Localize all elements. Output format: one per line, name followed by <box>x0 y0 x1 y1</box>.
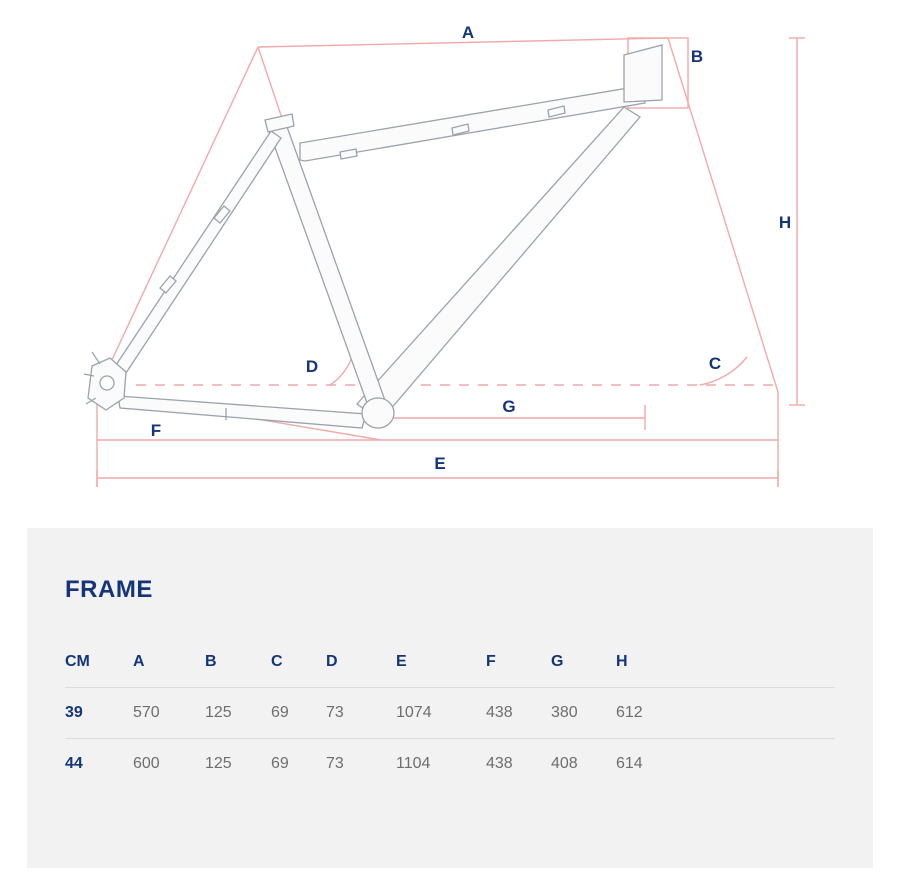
table-row <box>65 688 835 739</box>
cell-h: 612 <box>616 688 835 739</box>
diagram-label-c: C <box>708 354 722 373</box>
cell-g: 380 <box>551 688 616 739</box>
column-header-g: G <box>551 653 564 670</box>
cell-b: 125 <box>205 688 271 739</box>
column-header-f: F <box>486 653 496 670</box>
cell-e: 1104 <box>396 739 486 790</box>
frame-outline <box>84 45 662 428</box>
cell-e: 1074 <box>396 688 486 739</box>
cell-g: 408 <box>551 739 616 790</box>
column-header-c: C <box>271 653 283 670</box>
cell-c: 69 <box>271 688 326 739</box>
cell-a: 600 <box>133 739 205 790</box>
row-size: 44 <box>65 739 133 790</box>
measurement-lines <box>97 38 805 487</box>
column-header-b: B <box>205 653 217 670</box>
diagram-label-a: A <box>461 23 475 42</box>
column-header-a: A <box>133 653 145 670</box>
cell-d: 73 <box>326 688 396 739</box>
diagram-label-e: E <box>434 454 446 473</box>
column-header-e: E <box>396 653 407 670</box>
diagram-label-h: H <box>778 213 792 232</box>
cell-b: 125 <box>205 739 271 790</box>
cell-d: 73 <box>326 739 396 790</box>
frame-panel-title: FRAME <box>65 576 153 603</box>
column-header-cm: CM <box>65 653 90 670</box>
diagram-label-b: B <box>690 47 704 66</box>
frame-geometry-table <box>65 643 835 789</box>
cell-f: 438 <box>486 739 551 790</box>
cell-h: 614 <box>616 739 835 790</box>
cell-f: 438 <box>486 688 551 739</box>
diagram-label-g: G <box>502 397 516 416</box>
table-row <box>65 739 835 790</box>
cell-a: 570 <box>133 688 205 739</box>
column-header-h: H <box>616 653 628 670</box>
diagram-label-d: D <box>305 357 319 376</box>
row-size: 39 <box>65 688 133 739</box>
diagram-label-f: F <box>150 421 162 440</box>
frame-spec-panel <box>27 528 873 868</box>
column-header-d: D <box>326 653 338 670</box>
table-header-row <box>65 643 835 688</box>
cell-c: 69 <box>271 739 326 790</box>
